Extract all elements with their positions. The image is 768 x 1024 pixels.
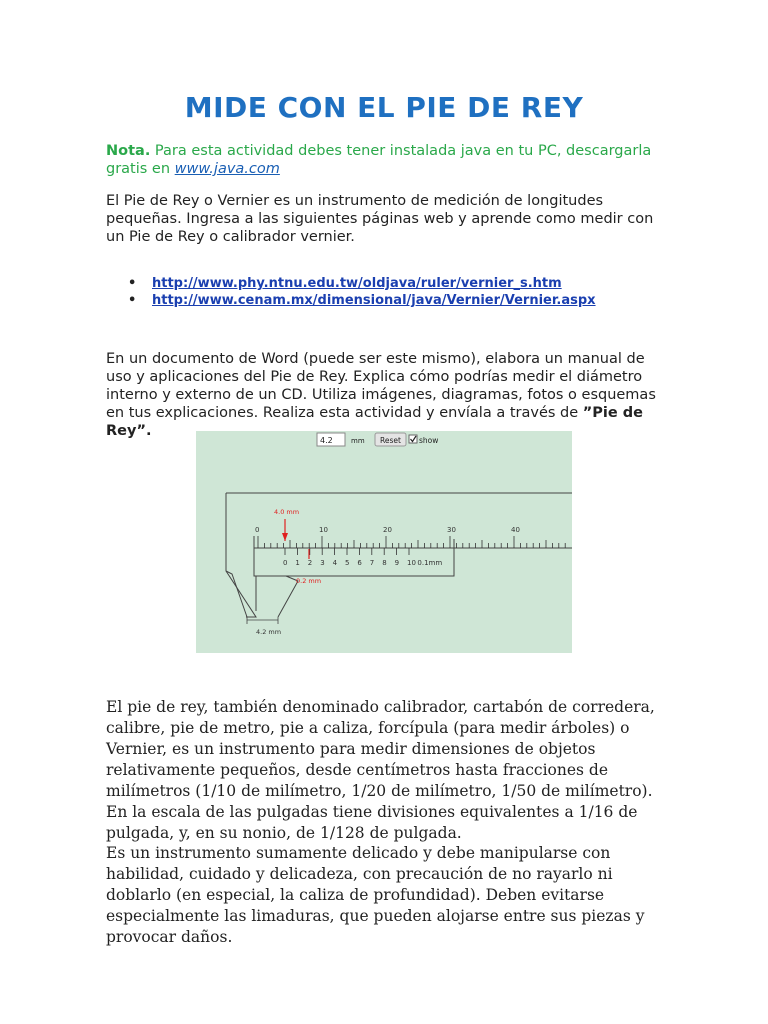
vernier-scale-label: 8 [382,559,387,567]
java-link[interactable]: www.java.com [174,161,280,177]
unit-label: mm [351,437,365,445]
list-item [128,275,596,292]
vernier-diagram [196,431,572,653]
main-scale-label: 40 [511,526,520,534]
task-paragraph [106,350,666,440]
vernier-scale-label: 3 [320,559,325,567]
main-reading-label: 4.0 mm [274,508,300,516]
task-text: En un documento de Word (puede ser este mismo), elabora un manual de uso y aplicaciones del Pie de Rey. Explica cómo podrías medir el diámetro interno y externo de un CD. Utiliza imágenes, diagramas, fotos o esquemas en tus explicaciones. Realiza esta actividad y envíala a través de [106,351,656,421]
main-scale-label: 20 [383,526,392,534]
vernier-link-1[interactable]: http://www.phy.ntnu.edu.tw/oldjava/ruler/vernier_s.htm [152,276,562,291]
bullet-icon: • [128,276,137,291]
total-reading-label: 4.2 mm [256,628,282,636]
nota-label: Nota. [106,143,151,159]
vernier-scale-label: 9 [394,559,400,567]
nota-text: Para esta actividad debes tener instalada java en tu PC, descargarla gratis en [106,143,652,177]
fixed-jaw [226,571,247,617]
vernier-scale-label: 4 [332,559,338,567]
bullet-icon: • [128,293,137,308]
intro-paragraph: El Pie de Rey o Vernier es un instrumento de medición de longitudes pequeñas. Ingresa a las siguientes páginas web y aprende como medir con un Pie de Rey o calibrador vernier. [106,193,654,245]
vernier-unit-label: 0.1mm [417,559,443,567]
main-scale [255,526,565,548]
page-title: MIDE CON EL PIE DE REY [184,91,584,124]
nota-paragraph [106,142,666,178]
vernier-scale-label: 10 [407,559,416,567]
link-list [128,275,596,309]
description-paragraph-1: El pie de rey, también denominado calibrador, cartabón de corredera, calibre, pie de metro, pie a caliza, forcípula (para medir árboles) o Vernier, es un instrumento para medir dimensiones de objetos relativamente pequeños, desde centímetros hasta fracciones de milímetros (1/10 de milímetro, 1/20 de milímetro, 1/50 de milímetro). En la escala de las pulgadas tiene divisiones equivalentes a 1/16 de pulgada, y, en su nonio, de 1/128 de pulgada. [106,698,655,842]
vernier-scale-label: 5 [345,559,350,567]
vernier-scale-label: 7 [369,559,375,567]
value-input[interactable]: 4.2 [320,436,333,445]
show-label: show [419,436,439,445]
moving-jaw [278,576,298,617]
description-paragraph-2: Es un instrumento sumamente delicado y debe manipularse con habilidad, cuidado y delicadeza, con precaución de no rayarlo ni doblarlo (en especial, la caliza de profundidad). Deben evitarse especialmente las limaduras, que pueden alojarse entre sus piezas y provocar daños. [106,844,645,946]
main-scale-label: 10 [319,526,328,534]
reset-button-label[interactable]: Reset [380,436,401,445]
list-item [128,292,596,309]
vernier-scale-label: 2 [307,559,313,567]
main-marker-arrow-icon [282,533,288,541]
vernier-scale-label: 0 [283,559,288,567]
task-bold: ”Pie de Rey”. [106,405,643,439]
vernier-applet-figure [196,431,572,653]
vernier-scale [283,548,442,567]
vernier-link-2[interactable]: http://www.cenam.mx/dimensional/java/Vernier/Vernier.aspx [152,293,596,308]
vernier-scale-label: 6 [357,559,362,567]
main-scale-label: 0 [255,526,260,534]
vernier-reading-label: 0.2 mm [296,577,322,585]
main-scale-label: 30 [447,526,456,534]
vernier-scale-label: 1 [295,559,300,567]
